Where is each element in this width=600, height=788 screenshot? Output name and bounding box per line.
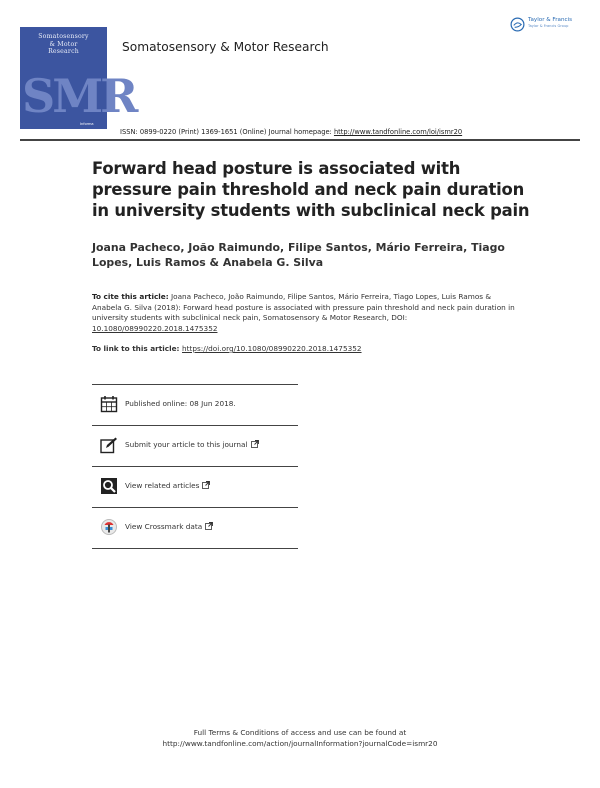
related-articles-row[interactable] bbox=[92, 467, 298, 508]
edit-icon bbox=[100, 436, 118, 454]
article-title: Forward head posture is associated with pressure pain threshold and neck pain duration in university students with subclinical neck pain bbox=[92, 159, 530, 220]
published-online-row bbox=[92, 384, 298, 426]
issn-text: ISSN: 0899-0220 (Print) 1369-1651 (Online) Journal homepage: bbox=[120, 128, 334, 136]
cover-letters: SMR bbox=[22, 69, 136, 123]
search-icon bbox=[100, 477, 118, 495]
header-divider bbox=[20, 139, 580, 141]
crossmark-link[interactable]: View Crossmark data bbox=[125, 522, 213, 531]
publisher-logo[interactable] bbox=[510, 17, 585, 37]
cover-title: Somatosensory & Motor Research bbox=[38, 33, 89, 55]
crossmark-row[interactable] bbox=[92, 508, 298, 549]
journal-homepage-link[interactable]: http://www.tandfonline.com/loi/ismr20 bbox=[333, 128, 463, 136]
related-articles-link[interactable]: View related articles bbox=[125, 481, 210, 490]
external-link-icon bbox=[205, 522, 213, 530]
article-actions bbox=[92, 384, 298, 549]
citation-text: Joana Pacheco, João Raimundo, Filipe Santos, Mário Ferreira, Tiago Lopes, Luis Ramos & Anabela G. Silva (2018): Forward head posture is associated with pressure pain threshold and neck pain duration in university students with subclinical neck pain, Somatosensory & Motor Research, DOI: bbox=[92, 292, 515, 323]
issn-line bbox=[120, 128, 462, 136]
article-authors: Joana Pacheco, João Raimundo, Filipe Santos, Mário Ferreira, Tiago Lopes, Luis Ramos & Anabela G. Silva bbox=[92, 241, 505, 269]
submit-article-row[interactable] bbox=[92, 426, 298, 467]
citation-block bbox=[92, 292, 522, 334]
journal-name: Somatosensory & Motor Research bbox=[122, 40, 329, 54]
published-online-label: Published online: 08 Jun 2018. bbox=[125, 399, 236, 408]
footer-terms-link[interactable]: http://www.tandfonline.com/action/journalInformation?journalCode=ismr20 bbox=[162, 739, 438, 748]
article-doi-url[interactable]: https://doi.org/10.1080/08990220.2018.1475352 bbox=[182, 344, 362, 353]
article-link-label: To link to this article: bbox=[92, 344, 183, 353]
cover-publisher: Informa bbox=[80, 122, 94, 126]
citation-doi-link[interactable]: 10.1080/08990220.2018.1475352 bbox=[92, 323, 218, 333]
journal-cover-image bbox=[20, 27, 136, 129]
crossmark-icon bbox=[100, 518, 118, 536]
publisher-logo-icon bbox=[510, 17, 525, 32]
external-link-icon bbox=[202, 481, 210, 489]
footer-terms bbox=[0, 727, 600, 749]
publisher-name: Taylor & Francis bbox=[528, 17, 573, 23]
submit-article-link[interactable]: Submit your article to this journal bbox=[125, 440, 259, 449]
calendar-icon bbox=[100, 395, 118, 413]
publisher-sub: Taylor & Francis Group bbox=[528, 24, 569, 28]
external-link-icon bbox=[251, 440, 259, 448]
footer-line-1: Full Terms & Conditions of access and use can be found at bbox=[193, 728, 407, 737]
article-link-line bbox=[92, 344, 522, 353]
citation-label: To cite this article: bbox=[92, 292, 169, 301]
